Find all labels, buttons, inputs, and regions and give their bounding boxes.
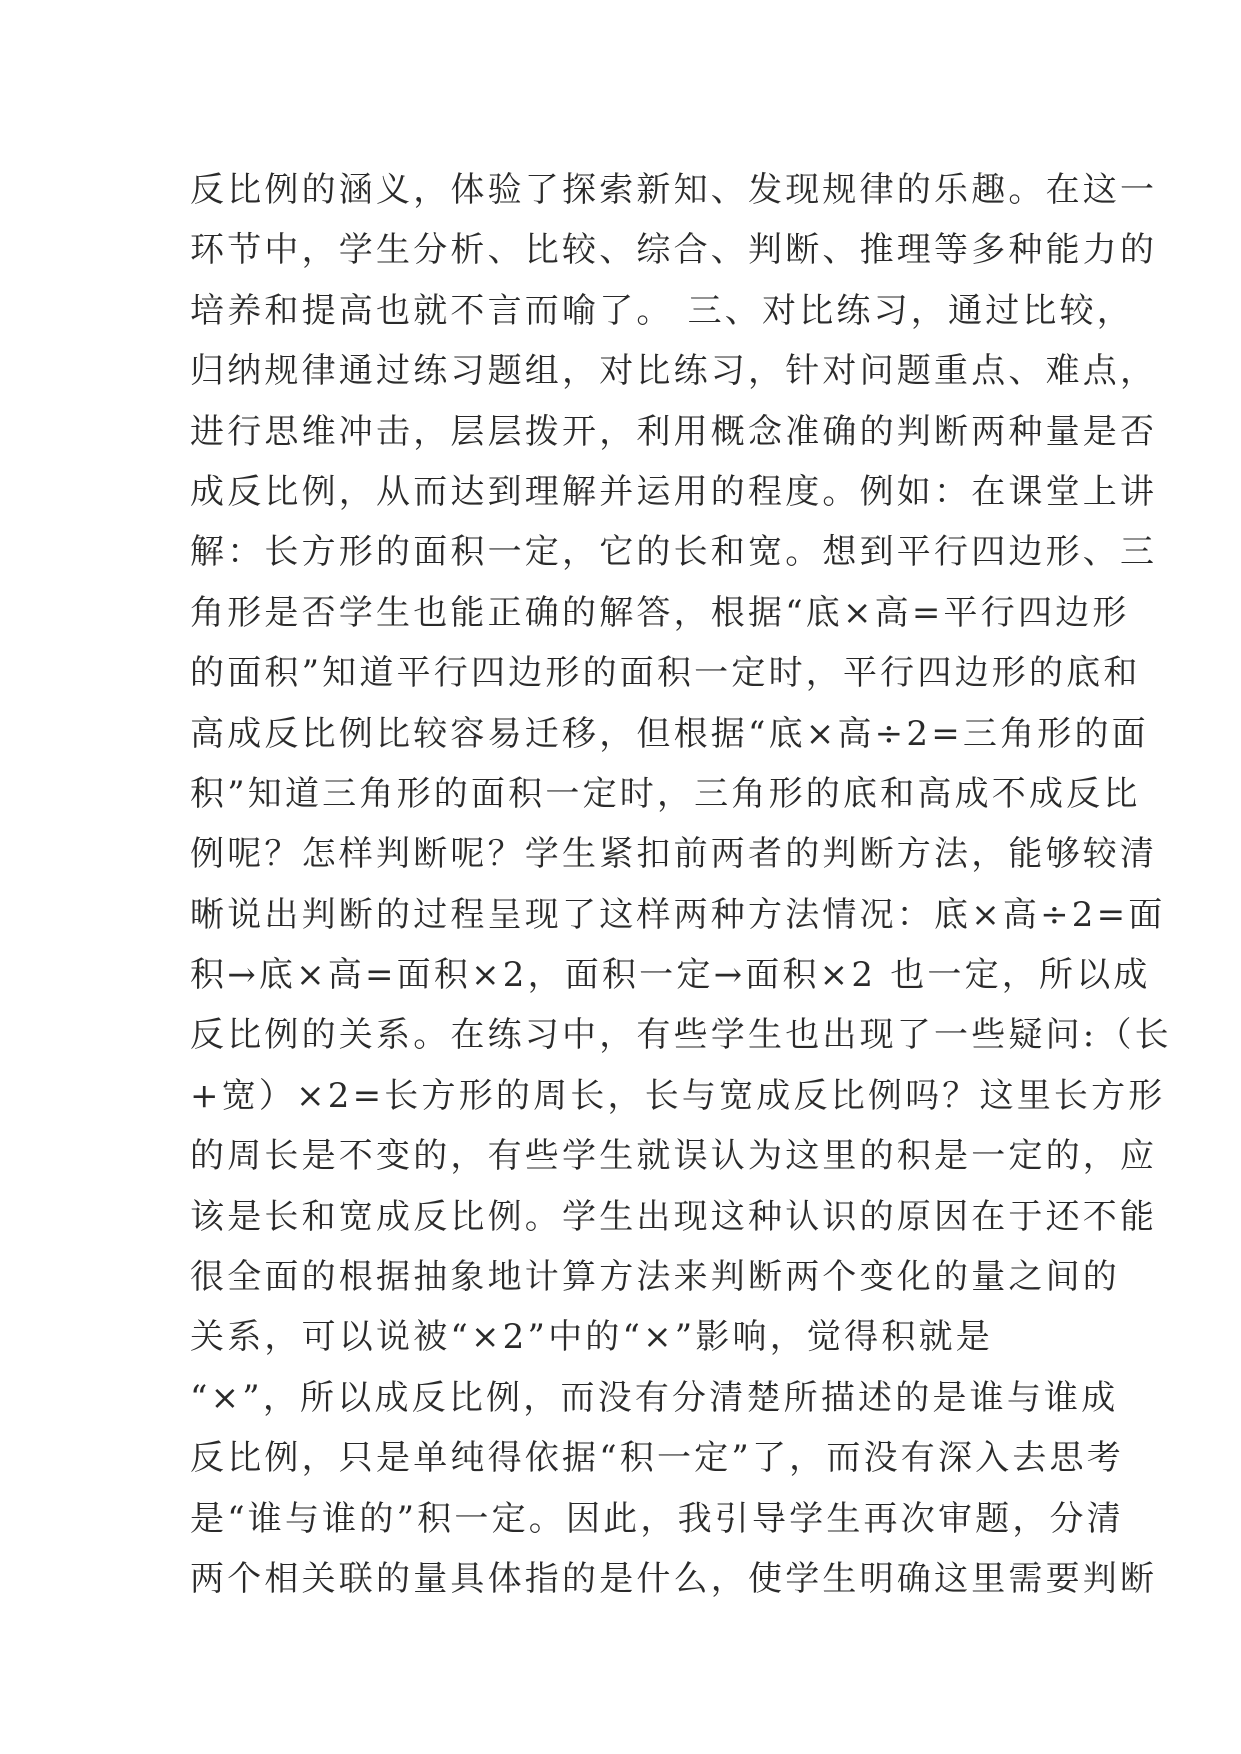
text-line: 归纳规律通过练习题组，对比练习，针对问题重点、难点， bbox=[190, 351, 1158, 392]
text-line: 例呢？怎样判断呢？学生紧扣前两者的判断方法，能够较清 bbox=[190, 834, 1158, 875]
text-line: 是“谁与谁的”积一定。因此，我引导学生再次审题，分清 bbox=[190, 1498, 1124, 1539]
text-line: 很全面的根据抽象地计算方法来判断两个变化的量之间的 bbox=[190, 1257, 1120, 1298]
text-line: 的面积”知道平行四边形的面积一定时，平行四边形的底和 bbox=[190, 653, 1141, 694]
text-line: +宽）×2=长方形的周长，长与宽成反比例吗？这里长方形 bbox=[190, 1075, 1166, 1116]
text-line: 两个相关联的量具体指的是什么，使学生明确这里需要判断 bbox=[190, 1558, 1158, 1599]
text-line: 成反比例，从而达到理解并运用的程度。例如：在课堂上讲 bbox=[190, 471, 1158, 512]
body-text bbox=[190, 160, 1172, 1609]
text-line: 反比例的涵义，体验了探索新知、发现规律的乐趣。在这一 bbox=[190, 170, 1158, 210]
text-line: 积→底×高=面积×2，面积一定→面积×2 也一定，所以成 bbox=[190, 955, 1151, 996]
text-line: 高成反比例比较容易迁移，但根据“底×高÷2=三角形的面 bbox=[190, 713, 1149, 754]
text-line: 角形是否学生也能正确的解答，根据“底×高=平行四边形 bbox=[190, 592, 1130, 633]
text-line: 关系，可以说被“×2”中的“×”影响，觉得积就是 bbox=[190, 1317, 993, 1358]
text-line: 该是长和宽成反比例。学生出现这种认识的原因在于还不能 bbox=[190, 1196, 1158, 1237]
text-line: 培养和提高也就不言而喻了。 三、对比练习，通过比较， bbox=[190, 290, 1135, 331]
text-line: 环节中，学生分析、比较、综合、判断、推理等多种能力的 bbox=[190, 230, 1158, 271]
text-line: 反比例，只是单纯得依据“积一定”了，而没有深入去思考 bbox=[190, 1438, 1124, 1479]
text-line: 反比例的关系。在练习中，有些学生也出现了一些疑问:（长 bbox=[190, 1015, 1172, 1056]
text-line: 的周长是不变的，有些学生就误认为这里的积是一定的，应 bbox=[190, 1136, 1158, 1177]
text-line: “×”，所以成反比例，而没有分清楚所描述的是谁与谁成 bbox=[190, 1377, 1119, 1418]
text-line: 积”知道三角形的面积一定时，三角形的底和高成不成反比 bbox=[190, 773, 1141, 814]
text-line: 晰说出判断的过程呈现了这样两种方法情况：底×高÷2=面 bbox=[190, 894, 1166, 935]
text-line: 进行思维冲击，层层拨开，利用概念准确的判断两种量是否 bbox=[190, 411, 1158, 452]
text-line: 解：长方形的面积一定，它的长和宽。想到平行四边形、三 bbox=[190, 532, 1158, 573]
